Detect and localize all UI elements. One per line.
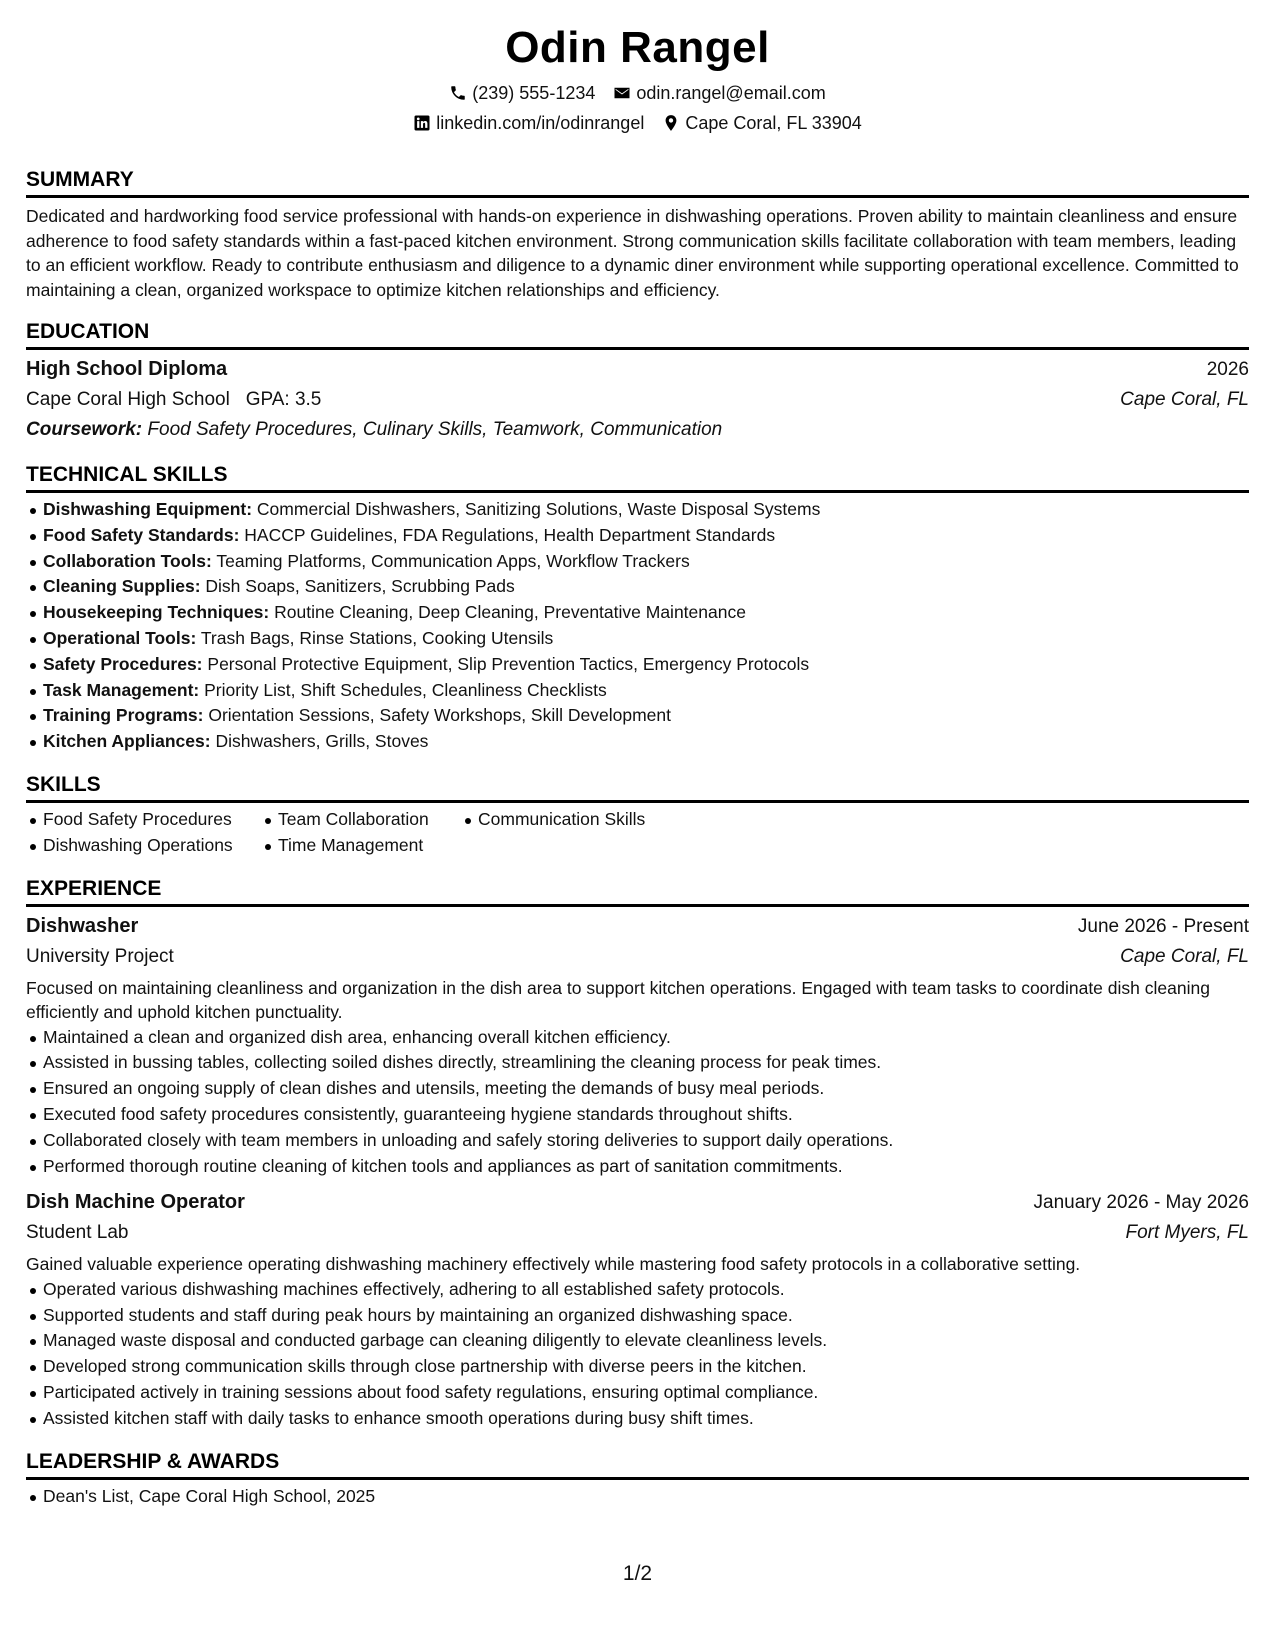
list-item: [43, 574, 1249, 600]
education-degree: High School Diploma: [26, 358, 228, 380]
education-school: Cape Coral High School: [26, 389, 230, 410]
job-title: Dish Machine Operator: [26, 1191, 245, 1214]
email-text: odin.rangel@email.com: [636, 83, 826, 103]
list-item: Maintained a clean and organized dish area, enhancing overall kitchen efficiency.: [43, 1025, 1249, 1051]
list-item: Developed strong communication skills through close partnership with diverse peers in the kitchen.: [43, 1354, 1249, 1380]
skills-list: [26, 807, 1249, 859]
linkedin-text: linkedin.com/in/odinrangel: [436, 113, 645, 133]
summary-section: [26, 150, 1249, 302]
list-item: [43, 703, 1249, 729]
job-location: Cape Coral, FL: [1120, 945, 1249, 967]
skill-category: Housekeeping Techniques:: [43, 602, 270, 623]
education-gpa: GPA: 3.5: [245, 389, 322, 410]
education-coursework: [26, 415, 1249, 445]
page-number: 1/2: [622, 1562, 653, 1585]
skill-values: Dishwashers, Grills, Stoves: [215, 731, 429, 752]
contact-line-2: [26, 108, 1249, 138]
job-title: Dishwasher: [26, 914, 139, 937]
summary-text: Dedicated and hardworking food service professional with hands-on experience in dishwashing operations. Proven ability to maintain cleanliness and ensure adherence to food safety standards within a fast-paced kitchen environment. Strong communication skills facilitate collaboration with team members, leading to an efficient workflow. Ready to contribute enthusiasm and diligence to a dynamic diner environment while supporting operational excellence. Committed to maintaining a clean, organized workspace to optimize kitchen relationships and efficiency.: [26, 206, 1239, 300]
skill-category: Safety Procedures:: [43, 653, 203, 674]
list-item: Collaborated closely with team members in unloading and safely storing deliveries to support daily operations.: [43, 1128, 1249, 1154]
contact-phone: [449, 78, 595, 108]
skill-values: Priority List, Shift Schedules, Cleanliness Checklists: [204, 679, 607, 700]
leadership-list: [26, 1484, 1249, 1510]
skill-values: Routine Cleaning, Deep Cleaning, Preventative Maintenance: [274, 602, 746, 623]
skill-category: Training Programs:: [43, 705, 204, 726]
candidate-name: Odin Rangel: [505, 23, 770, 72]
list-item: Time Management: [278, 833, 478, 859]
map-pin-icon: [662, 114, 680, 132]
coursework-label: Coursework:: [26, 419, 143, 440]
skill-category: Food Safety Standards:: [43, 524, 240, 545]
list-item: [43, 600, 1249, 626]
list-item: [43, 729, 1249, 755]
list-item: [43, 523, 1249, 549]
job-entry: [26, 1187, 1249, 1431]
job-org: Student Lab: [26, 1222, 129, 1244]
skill-category: Operational Tools:: [43, 627, 197, 648]
list-item: [43, 549, 1249, 575]
section-title-leadership: LEADERSHIP & AWARDS: [26, 1432, 1249, 1480]
job-location: Fort Myers, FL: [1125, 1222, 1249, 1244]
education-school-line: [26, 385, 321, 415]
list-item: Executed food safety procedures consistently, guaranteeing hygiene standards throughout shifts.: [43, 1102, 1249, 1128]
list-item: Participated actively in training sessions about food safety regulations, ensuring optimal compliance.: [43, 1380, 1249, 1406]
resume-header: [26, 18, 1249, 138]
job-entry: [26, 911, 1249, 1180]
list-item: Communication Skills: [478, 807, 738, 833]
skill-category: Kitchen Appliances:: [43, 731, 211, 752]
list-item: Food Safety Procedures: [43, 807, 278, 833]
skill-values: HACCP Guidelines, FDA Regulations, Health Department Standards: [244, 524, 776, 545]
section-title-skills: SKILLS: [26, 755, 1249, 803]
job-description: Focused on maintaining cleanliness and organization in the dish area to support kitchen operations. Engaged with team tasks to coordinate dish cleaning efficiently and uphold kitchen punctuality.: [26, 977, 1210, 1023]
job-description: Gained valuable experience operating dishwashing machinery effectively while mastering food safety protocols in a collaborative setting.: [26, 1254, 1081, 1275]
job-bullets: [26, 1025, 1249, 1180]
section-title-experience: EXPERIENCE: [26, 859, 1249, 907]
section-title-education: EDUCATION: [26, 302, 1249, 350]
contact-location: [662, 108, 861, 138]
list-item: Managed waste disposal and conducted garbage can cleaning diligently to elevate cleanliness levels.: [43, 1328, 1249, 1354]
section-title-technical-skills: TECHNICAL SKILLS: [26, 445, 1249, 493]
skill-values: Trash Bags, Rinse Stations, Cooking Utensils: [200, 627, 554, 648]
education-year: 2026: [1206, 359, 1249, 380]
skill-values: Commercial Dishwashers, Sanitizing Solutions, Waste Disposal Systems: [256, 499, 821, 519]
job-org: University Project: [26, 945, 174, 967]
list-item: Assisted kitchen staff with daily tasks to enhance smooth operations during busy shift times.: [43, 1406, 1249, 1432]
envelope-icon: [613, 84, 631, 102]
coursework-text: Food Safety Procedures, Culinary Skills, Teamwork, Communication: [147, 419, 723, 440]
skill-category: Task Management:: [43, 679, 200, 700]
contact-email[interactable]: [613, 78, 825, 108]
leadership-section: [26, 1432, 1249, 1510]
list-item: Dean's List, Cape Coral High School, 2025: [43, 1484, 1249, 1510]
skill-category: Cleaning Supplies:: [43, 576, 201, 597]
job-dates: January 2026 - May 2026: [1033, 1192, 1249, 1214]
skill-values: Dish Soaps, Sanitizers, Scrubbing Pads: [205, 576, 515, 597]
list-item: Performed thorough routine cleaning of kitchen tools and appliances as part of sanitation commitments.: [43, 1154, 1249, 1180]
list-item: Supported students and staff during peak hours by maintaining an organized dishwashing space.: [43, 1303, 1249, 1329]
skills-section: [26, 755, 1249, 859]
list-item: Operated various dishwashing machines effectively, adhering to all established safety protocols.: [43, 1277, 1249, 1303]
skill-category: Collaboration Tools:: [43, 550, 212, 571]
contact-linkedin[interactable]: [413, 108, 644, 138]
phone-icon: [449, 84, 467, 102]
skill-values: Orientation Sessions, Safety Workshops, Skill Development: [208, 705, 671, 726]
list-item: [43, 678, 1249, 704]
list-item: [43, 626, 1249, 652]
list-item: Assisted in bussing tables, collecting soiled dishes directly, streamlining the cleaning process for peak times.: [43, 1050, 1249, 1076]
technical-skills-section: [26, 445, 1249, 755]
phone-text: (239) 555-1234: [472, 83, 596, 103]
list-item: [43, 652, 1249, 678]
location-text: Cape Coral, FL 33904: [685, 113, 862, 133]
job-bullets: [26, 1277, 1249, 1432]
experience-section: [26, 859, 1249, 1432]
skill-category: Dishwashing Equipment:: [43, 499, 253, 519]
list-item: Dishwashing Operations: [43, 833, 278, 859]
list-item: [43, 497, 1249, 523]
technical-skills-list: [26, 497, 1249, 755]
skill-values: Teaming Platforms, Communication Apps, Workflow Trackers: [216, 550, 690, 571]
linkedin-icon: [413, 114, 431, 132]
education-location: Cape Coral, FL: [1120, 389, 1249, 410]
list-item: Ensured an ongoing supply of clean dishes and utensils, meeting the demands of busy meal periods.: [43, 1076, 1249, 1102]
education-section: [26, 302, 1249, 445]
list-item: Team Collaboration: [278, 807, 478, 833]
contact-line-1: [26, 78, 1249, 108]
job-dates: June 2026 - Present: [1077, 915, 1249, 937]
skill-values: Personal Protective Equipment, Slip Prevention Tactics, Emergency Protocols: [207, 653, 810, 674]
section-title-summary: SUMMARY: [26, 150, 1249, 198]
